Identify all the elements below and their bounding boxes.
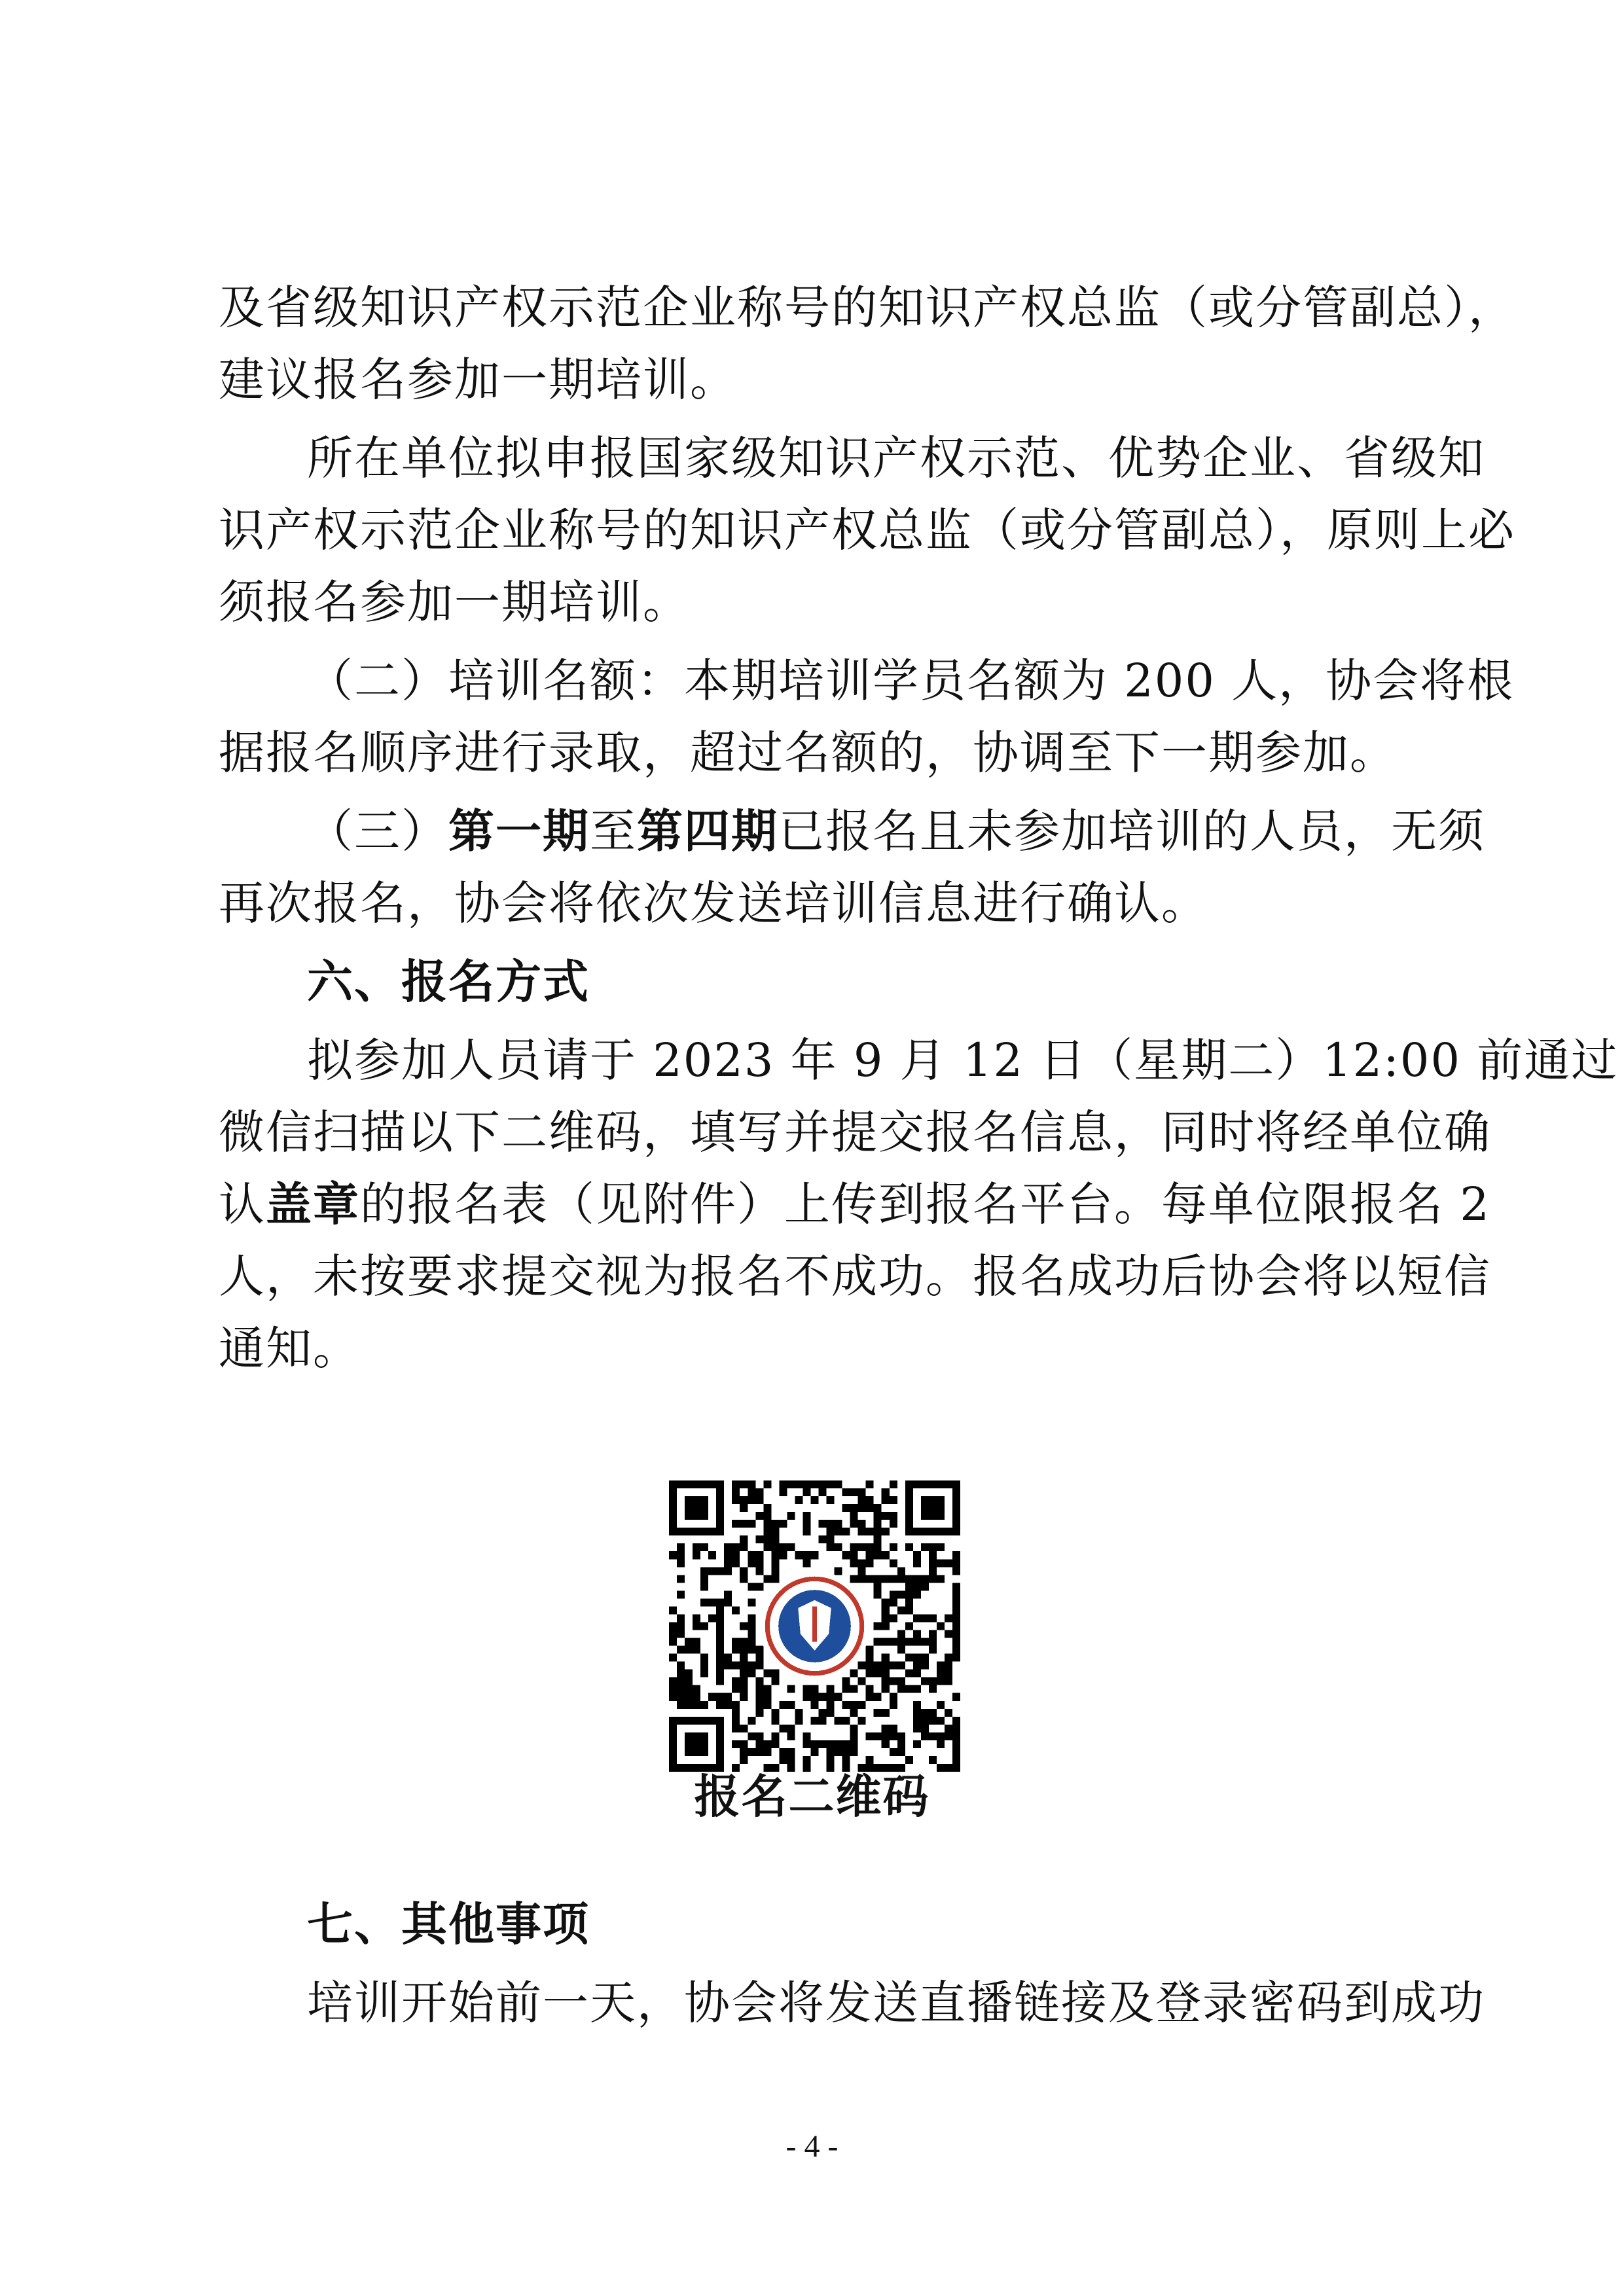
qr-caption: 报名二维码 — [694, 1770, 930, 1823]
paragraph-line: 人，未按要求提交视为报名不成功。报名成功后协会将以短信 — [219, 1249, 1491, 1303]
paragraph-line: 培训开始前一天，协会将发送直播链接及登录密码到成功 — [307, 1976, 1485, 2030]
bold-term-seal: 盖章 — [266, 1177, 360, 1231]
text-span: 认 — [219, 1177, 266, 1231]
section-heading-other-matters: 七、其他事项 — [307, 1897, 590, 1951]
paragraph-line: 识产权示范企业称号的知识产权总监（或分管副总），原则上必 — [219, 503, 1515, 557]
paragraph-line: 微信扫描以下二维码，填写并提交报名信息，同时将经单位确 — [219, 1105, 1491, 1159]
paragraph-line: 须报名参加一期培训。 — [219, 575, 690, 629]
text-span: 的报名表（见附件）上传到报名平台。每单位限报名 2 — [360, 1177, 1490, 1231]
paragraph-line: 据报名顺序进行录取，超过名额的，协调至下一期参加。 — [219, 726, 1397, 780]
paragraph-line: 及省级知识产权示范企业称号的知识产权总监（或分管副总）， — [219, 281, 1515, 334]
bold-term-period-1: 第一期 — [448, 804, 590, 858]
paragraph-line: 建议报名参加一期培训。 — [219, 353, 737, 406]
text-span: 至 — [590, 804, 637, 858]
page-number: - 4 - — [785, 2129, 839, 2164]
paragraph-line: 所在单位拟申报国家级知识产权示范、优势企业、省级知 — [307, 431, 1485, 485]
bold-term-period-4: 第四期 — [637, 804, 778, 858]
section-heading-registration: 六、报名方式 — [307, 955, 590, 1009]
paragraph-line: （二）培训名额：本期培训学员名额为 200 人，协会将根 — [307, 654, 1515, 708]
paragraph-line — [307, 802, 1485, 861]
paragraph-line — [219, 1175, 1490, 1234]
text-span: （三） — [307, 804, 448, 858]
registration-qr-code[interactable] — [669, 1480, 960, 1772]
paragraph-line: 通知。 — [219, 1321, 360, 1375]
text-span: 已报名且未参加培训的人员，无须 — [778, 804, 1485, 858]
paragraph-line: 拟参加人员请于 2023 年 9 月 12 日（星期二）12:00 前通过 — [307, 1033, 1619, 1087]
paragraph-line: 再次报名，协会将依次发送培训信息进行确认。 — [219, 876, 1208, 930]
qr-code-graphic — [669, 1480, 960, 1772]
